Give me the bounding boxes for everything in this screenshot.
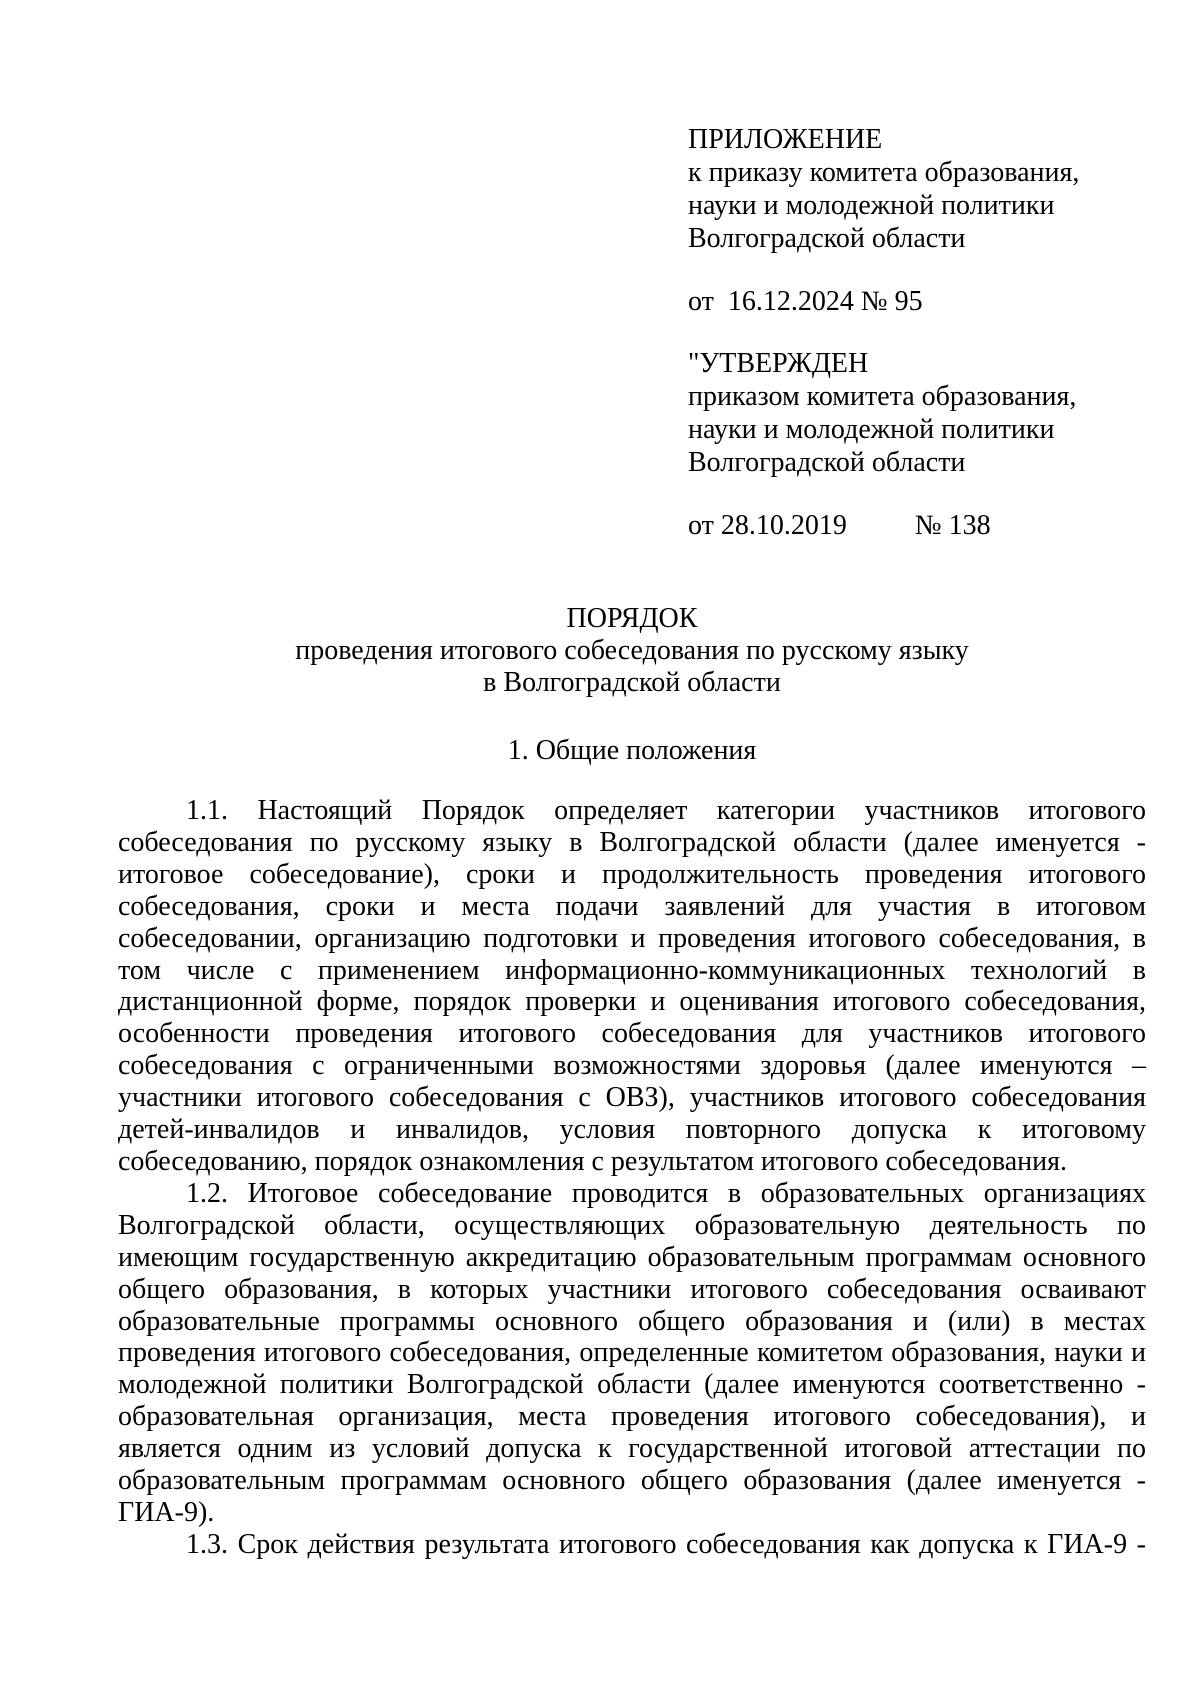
appendix-line: к приказу комитета образования, (688, 157, 1080, 188)
section-heading: 1. Общие положения (507, 735, 757, 766)
approved-number: № 138 (914, 510, 991, 541)
approved-stamp (688, 347, 1168, 542)
paragraph-1-1: 1.1. Настоящий Порядок определяет категории участников итогового собеседования по русскому языку в Волгоградской области (далее именуется - итоговое собеседование), сроки и продолжительность проведения итогового собеседования, сроки и места подачи заявлений для участия в итоговом собеседовании, организацию подготовки и проведения итогового собеседования, в том числе с применением информационно-коммуникационных технологий в дистанционной форме, порядок проверки и оценивания итогового собеседования, особенности проведения итогового собеседования для участников итогового собеседования с ограниченными возможностями здоровья (далее именуются – участники итогового собеседования с ОВЗ), участников итогового собеседования детей-инвалидов и инвалидов, условия повторного допуска к итоговому собеседованию, порядок ознакомления с результатом итогового собеседования. (118, 795, 1146, 1177)
document-title-block (118, 603, 1146, 699)
appendix-line: Волгоградской области (688, 223, 966, 254)
approved-line: Волгоградской области (688, 447, 966, 478)
approval-block (688, 123, 1168, 542)
approved-line: приказом комитета образования, (688, 381, 1077, 412)
document-subtitle: проведения итогового собеседования по русскому языку (295, 635, 969, 666)
approved-line: науки и молодежной политики (688, 414, 1055, 445)
section-body (118, 795, 1146, 1561)
document-subtitle: в Волгоградской области (483, 667, 781, 698)
paragraph-1-3: 1.3. Срок действия результата итогового собеседования как допуска к ГИА-9 - (186, 1528, 1146, 1560)
approved-date-line (688, 509, 1168, 542)
appendix-date-line: от 16.12.2024 № 95 (688, 286, 923, 317)
appendix-line: науки и молодежной политики (688, 190, 1055, 221)
document-title: ПОРЯДОК (566, 603, 698, 634)
approved-date: от 28.10.2019 (688, 510, 847, 541)
appendix-title: ПРИЛОЖЕНИЕ (688, 124, 883, 155)
paragraph-1-2: 1.2. Итоговое собеседование проводится в образовательных организациях Волгоградской области, осуществляющих образовательную деятельность по имеющим государственную аккредитацию образовательным программам основного общего образования, в которых участники итогового собеседования осваивают образовательные программы основного общего образования и (или) в местах проведения итогового собеседования, определенные комитетом образования, науки и молодежной политики Волгоградской области (далее именуются соответственно - образовательная организация, места проведения итогового собеседования), и является одним из условий допуска к государственной итоговой аттестации по образовательным программам основного общего образования (далее именуется - ГИА-9). (118, 1177, 1146, 1528)
approved-title: "УТВЕРЖДЕН (688, 348, 869, 379)
